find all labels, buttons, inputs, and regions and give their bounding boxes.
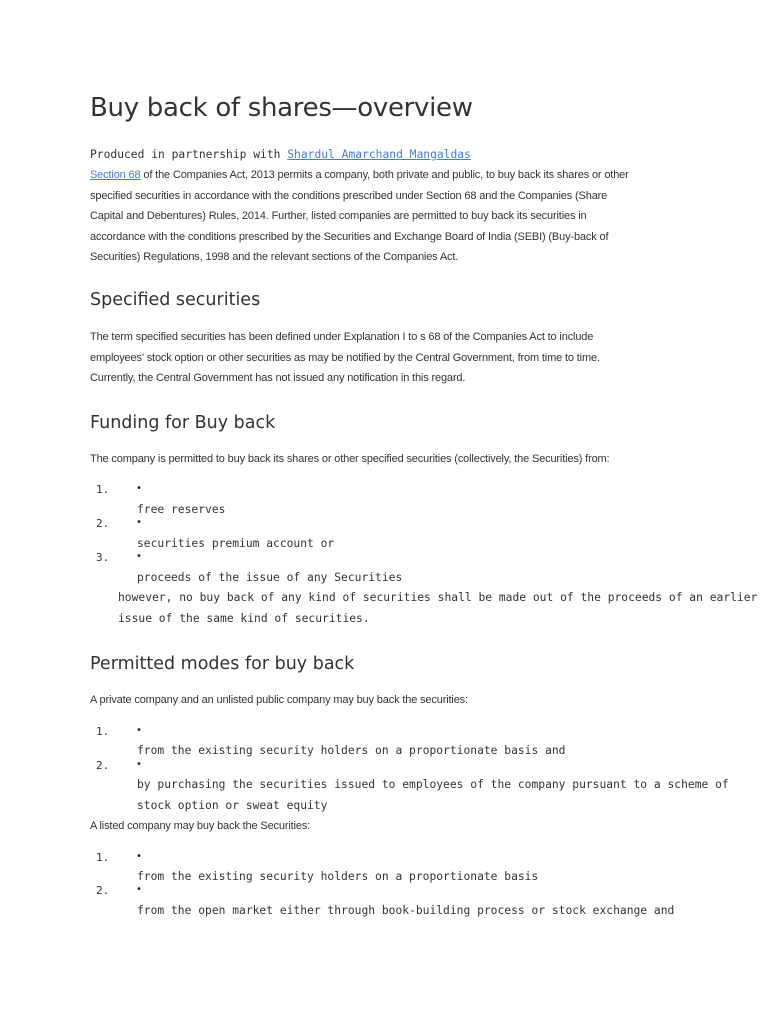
intro-line-3: Capital and Debentures) Rules, 2014. Further, listed companies are permitted to buy back its securities in bbox=[90, 210, 587, 222]
intro-paragraph bbox=[90, 165, 680, 268]
funding-intro: The company is permitted to buy back its shares or other specified securities (collectively, the Securities) from: bbox=[90, 453, 610, 465]
list-item: from the existing security holders on a proportionate basis and bbox=[137, 744, 566, 757]
partnership-line bbox=[90, 148, 471, 161]
listed-company-intro: A listed company may buy back the Securities: bbox=[90, 820, 311, 832]
specified-line-3: Currently, the Central Government has not issued any notification in this regard. bbox=[90, 372, 466, 384]
bullet-icon: • bbox=[136, 725, 142, 736]
list-item: from the existing security holders on a proportionate basis bbox=[137, 870, 539, 883]
specified-line-1: The term specified securities has been defined under Explanation I to s 68 of the Companies Act to include bbox=[90, 331, 594, 343]
intro-line-2: specified securities in accordance with the conditions prescribed under Section 68 and the Companies (Share bbox=[90, 189, 608, 202]
specified-line-2: employees' stock option or other securities as may be notified by the Central Government, from time to time. bbox=[90, 351, 600, 364]
permitted-modes-heading: Permitted modes for buy back bbox=[90, 654, 355, 674]
list-number: 1. bbox=[96, 725, 110, 738]
bullet-icon: • bbox=[136, 517, 142, 528]
list-number: 2. bbox=[96, 517, 110, 530]
private-company-intro: A private company and an unlisted public company may buy back the securities: bbox=[90, 694, 468, 706]
funding-heading: Funding for Buy back bbox=[90, 413, 276, 433]
page-title: Buy back of shares—overview bbox=[90, 93, 473, 123]
funding-note-line-2: issue of the same kind of securities. bbox=[118, 611, 370, 625]
bullet-icon: • bbox=[136, 759, 142, 770]
list-number: 2. bbox=[96, 884, 110, 897]
specified-securities-heading: Specified securities bbox=[90, 290, 261, 310]
bullet-icon: • bbox=[136, 851, 142, 862]
list-number: 1. bbox=[96, 483, 110, 496]
bullet-icon: • bbox=[136, 483, 142, 494]
list-number: 1. bbox=[96, 851, 110, 864]
list-item: proceeds of the issue of any Securities bbox=[137, 571, 403, 584]
intro-line-1: Section 68 of the Companies Act, 2013 permits a company, both private and public, to buy back its shares or other bbox=[90, 169, 629, 181]
intro-line-4: accordance with the conditions prescribed by the Securities and Exchange Board of India (SEBI) (Buy-back of bbox=[90, 230, 609, 243]
funding-note bbox=[118, 588, 757, 629]
bullet-icon: • bbox=[136, 884, 142, 895]
list-item: securities premium account or bbox=[137, 537, 335, 550]
section-68-link[interactable]: Section 68 bbox=[90, 169, 141, 181]
list-number: 3. bbox=[96, 551, 110, 564]
funding-note-line-1: however, no buy back of any kind of securities shall be made out of the proceeds of an earlier bbox=[118, 591, 758, 604]
list-number: 2. bbox=[96, 759, 110, 772]
list-item-continuation: stock option or sweat equity bbox=[137, 799, 328, 812]
partnership-prefix: Produced in partnership with bbox=[90, 148, 288, 161]
list-item: from the open market either through book-building process or stock exchange and bbox=[137, 904, 675, 917]
list-item: by purchasing the securities issued to employees of the company pursuant to a scheme of bbox=[137, 778, 729, 791]
bullet-icon: • bbox=[136, 551, 142, 562]
intro-line-5: Securities) Regulations, 1998 and the relevant sections of the Companies Act. bbox=[90, 251, 459, 263]
specified-paragraph bbox=[90, 327, 680, 389]
partner-link[interactable]: Shardul Amarchand Mangaldas bbox=[287, 148, 471, 161]
list-item: free reserves bbox=[137, 503, 226, 516]
